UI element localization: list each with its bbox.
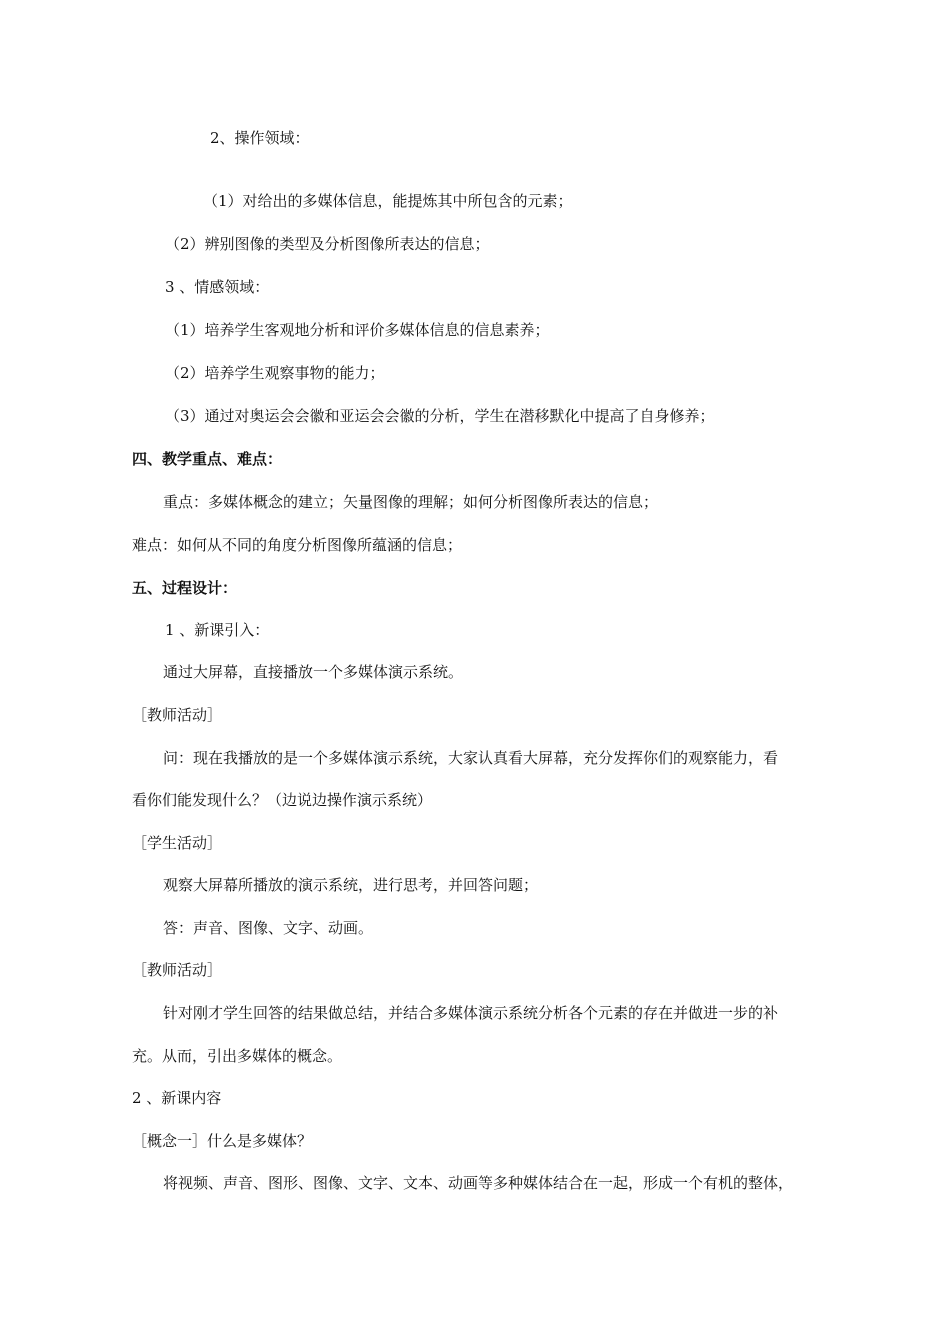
teacher-activity-label-2: ［教师活动］ — [132, 961, 223, 979]
intro-text: 通过大屏幕，直接播放一个多媒体演示系统。 — [163, 663, 464, 681]
emotion-item-1: （1）培养学生客观地分析和评价多媒体信息的信息素养； — [165, 321, 550, 339]
key-point: 重点：多媒体概念的建立；矢量图像的理解；如何分析图像所表达的信息； — [163, 493, 659, 511]
concept-one-heading: ［概念一］什么是多媒体？ — [132, 1132, 313, 1150]
teacher-question-line-2: 看你们能发现什么？（边说边操作演示系统） — [132, 791, 433, 809]
section-emotion-heading: 3 、情感领域： — [165, 278, 270, 296]
student-activity-label: ［学生活动］ — [132, 834, 223, 852]
teacher-question-line-1: 问：现在我播放的是一个多媒体演示系统，大家认真看大屏幕，充分发挥你们的观察能力，看 — [163, 749, 779, 767]
student-answer-text: 答：声音、图像、文字、动画。 — [163, 919, 374, 937]
section-operation-heading: 2、操作领域： — [210, 129, 310, 147]
teacher-summary-line-2: 充。从而，引出多媒体的概念。 — [132, 1047, 343, 1065]
concept-one-text: 将视频、声音、图形、图像、文字、文本、动画等多种媒体结合在一起，形成一个有机的整体， — [163, 1174, 794, 1192]
new-content-heading: 2 、新课内容 — [132, 1089, 222, 1107]
teacher-summary-line-1: 针对刚才学生回答的结果做总结，并结合多媒体演示系统分析各个元素的存在并做进一步的补 — [163, 1004, 779, 1022]
section-process-heading: 五、过程设计： — [132, 579, 238, 597]
emotion-item-2: （2）培养学生观察事物的能力； — [165, 364, 385, 382]
operation-item-1: （1）对给出的多媒体信息，能提炼其中所包含的元素； — [203, 192, 573, 210]
student-observe-text: 观察大屏幕所播放的演示系统，进行思考，并回答问题； — [163, 876, 539, 894]
section-key-points-heading: 四、教学重点、难点： — [132, 450, 283, 468]
emotion-item-3: （3）通过对奥运会会徽和亚运会会徽的分析，学生在潜移默化中提高了自身修养； — [165, 407, 715, 425]
teacher-activity-label: ［教师活动］ — [132, 706, 223, 724]
operation-item-2: （2）辨别图像的类型及分析图像所表达的信息； — [165, 235, 490, 253]
difficult-point: 难点：如何从不同的角度分析图像所蕴涵的信息； — [132, 536, 463, 554]
intro-heading: 1 、新课引入： — [165, 621, 270, 639]
